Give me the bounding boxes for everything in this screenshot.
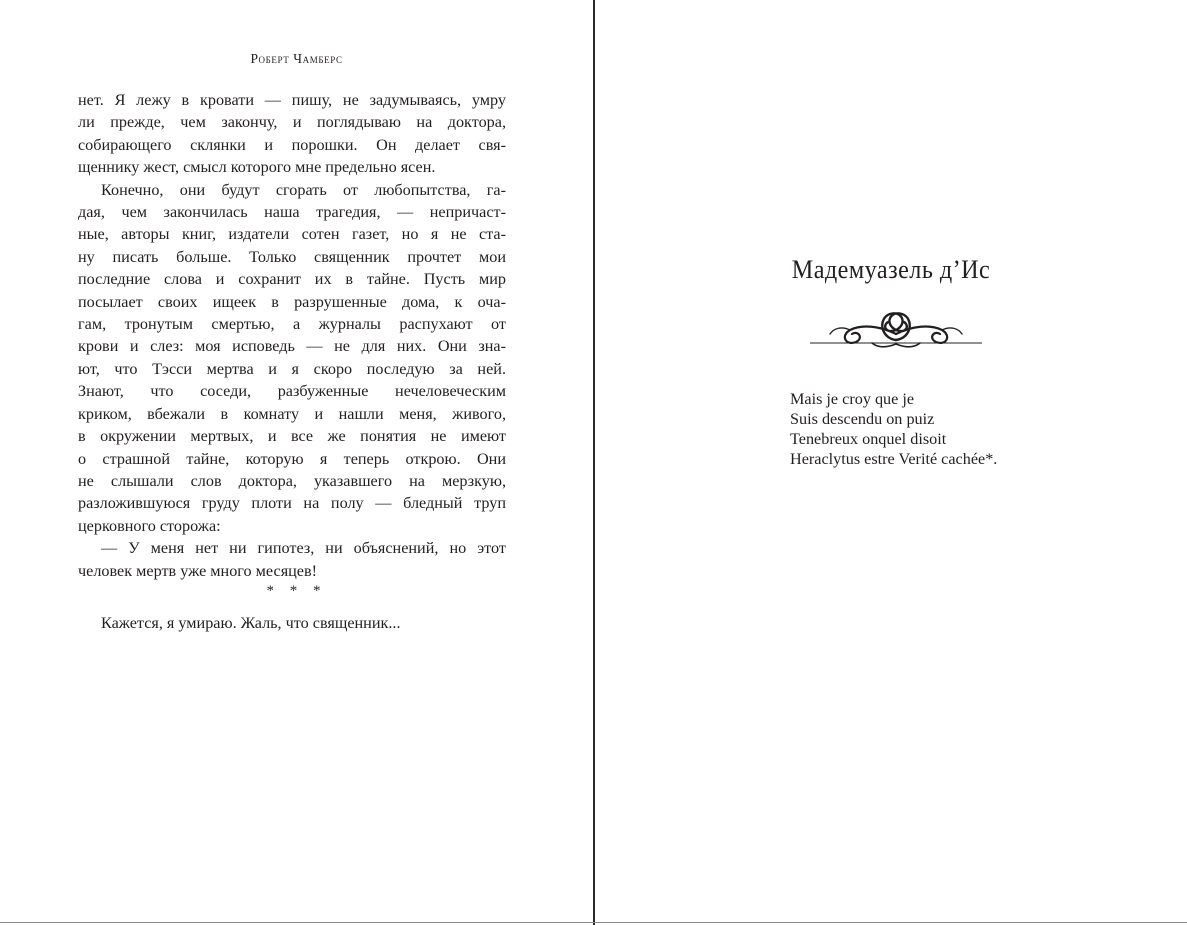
text-line: — У меня нет ни гипотез, ни объяснений, но этот bbox=[101, 539, 506, 558]
epigraph-line: Suis descendu on puiz bbox=[790, 410, 935, 428]
chapter-title: Мадемуазель д’Ис bbox=[791, 255, 991, 284]
text-line: крови и слез: моя исповедь — не для них. Они зна- bbox=[78, 337, 506, 356]
text-line: в окружении мертвых, и все же понятия не имеют bbox=[78, 427, 506, 446]
right-page bbox=[595, 0, 1187, 923]
running-head: Роберт Чамберс bbox=[250, 51, 343, 66]
text-line: дая, чем закончилась наша трагедия, — непричаст- bbox=[78, 203, 506, 222]
epigraph bbox=[790, 389, 997, 469]
page-bottom-edge bbox=[0, 922, 1187, 923]
text-line: Конечно, они будут сгорать от любопытства, га- bbox=[101, 180, 506, 199]
text-line: ну писать больше. Только священник прочтет мои bbox=[78, 247, 506, 266]
text-line: нет. Я лежу в кровати — пишу, не задумываясь, умру bbox=[78, 91, 506, 109]
left-page bbox=[0, 0, 593, 923]
text-line: криком, вбежали в комнату и нашли меня, живого, bbox=[78, 404, 506, 423]
text-line: щеннику жест, смысл которого мне предельно ясен. bbox=[78, 158, 436, 177]
flourish-ornament-icon bbox=[810, 306, 982, 352]
text-line: гам, тронутым смертью, а журналы распухают от bbox=[78, 315, 506, 334]
text-line: посылает своих ищеек в разрушенные дома, к оча- bbox=[78, 292, 506, 311]
text-line: не слышали слов доктора, указавшего на мерзкую, bbox=[78, 471, 506, 490]
body-text bbox=[78, 89, 506, 582]
epigraph-line: Heraclytus estre Verité cachée*. bbox=[790, 450, 998, 468]
text-line: Знают, что соседи, разбуженные нечеловеческим bbox=[78, 382, 506, 401]
text-line: разложившуюся груду плоти на полу — бледный труп bbox=[78, 494, 506, 513]
text-line: человек мертв уже много месяцев! bbox=[78, 561, 318, 580]
section-separator: * * * bbox=[266, 583, 327, 599]
text-line: о страшной тайне, которую я теперь открою. Они bbox=[78, 449, 506, 468]
text-line: ные, авторы книг, издатели сотен газет, но я не ста- bbox=[78, 225, 506, 244]
text-line: последние слова и сохранит их в тайне. Пусть мир bbox=[78, 270, 506, 289]
text-line: церковного сторожа: bbox=[78, 516, 221, 535]
text-line: ли прежде, чем закончу, и поглядываю на доктора, bbox=[78, 113, 506, 132]
text-line: ют, что Тэсси мертва и я скоро последую за ней. bbox=[78, 359, 506, 378]
epigraph-line: Tenebreux onquel disoit bbox=[790, 430, 947, 448]
text-line: собирающего склянки и порошки. Он делает свя- bbox=[78, 135, 506, 154]
final-line: Кажется, я умираю. Жаль, что священник... bbox=[101, 614, 401, 632]
epigraph-line: Mais je croy que je bbox=[790, 390, 915, 408]
